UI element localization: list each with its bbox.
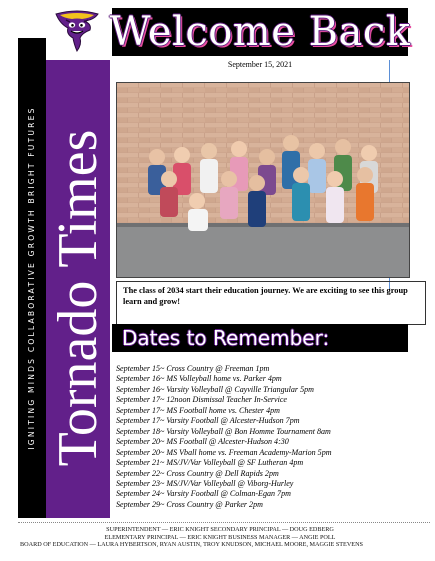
list-item: September 15~ Cross Country @ Freeman 1pm — [116, 364, 270, 373]
issue-date: September 15, 2021 — [227, 60, 293, 69]
list-item: September 21~ MS/JV/Var Volleyball @ SF Lutheran 4pm — [116, 458, 304, 468]
list-item: September 17~ Varsity Football @ Alcester-Hudson 7pm — [116, 416, 300, 426]
list-item: September 22~ Cross Country @ Dell Rapids 2pm — [116, 468, 279, 478]
event-list — [116, 364, 416, 510]
list-item: September 24~ Varsity Football @ Colman-Egan 7pm — [116, 489, 291, 499]
dates-banner — [112, 324, 408, 352]
class-photo — [116, 82, 410, 278]
list-item: September 18~ Varsity Volleyball @ Bon Homme Tournament 8am — [116, 426, 331, 436]
footer-line-principal: ELEMENTARY PRINCIPAL — ERIC KNIGHT BUSINESS MANAGER — ANGIE POLL — [104, 533, 336, 541]
list-item: September 20~ MS Vball home vs. Freeman Academy-Marion 5pm — [116, 447, 332, 457]
welcome-banner — [109, 8, 411, 56]
list-item: September 17~ MS Football home vs. Chester 4pm — [116, 405, 280, 415]
dates-heading: Dates to Remember: — [122, 326, 330, 350]
list-item: September 20~ MS Football @ Alcester-Hudson 4:30 — [116, 437, 289, 447]
list-item: September 16~ Varsity Volleyball @ Cayville Triangular 5pm — [116, 384, 314, 394]
list-item: September 17~ 12noon Dismissal Teacher In-Service — [116, 395, 287, 405]
footer-divider — [18, 522, 430, 523]
footer-line-board: BOARD OF EDUCATION — LAURA HYBERTSON, RYAN AUSTIN, TROY KNUDSON, MICHAEL MOORE, MAGGIE STEVENS — [20, 541, 363, 549]
list-item: September 29~ Cross Country @ Parker 2pm — [116, 499, 263, 509]
welcome-heading: Welcome Back — [109, 9, 411, 55]
newsletter-title: Tornado Times — [47, 129, 109, 467]
footer-line-administration: SUPERINTENDENT — ERIC KNIGHT SECONDARY PRINCIPAL — DOUG EDBERG — [106, 526, 334, 533]
tornado-mascot-icon — [46, 6, 108, 56]
tagline: IGNITING MINDS COLLABORATIVE GROWTH BRIGHT FUTURES — [27, 106, 36, 450]
photo-caption: The class of 2034 start their education journey. We are exciting to see this group learn and grow! — [116, 281, 426, 325]
list-item: September 23~ MS/JV/Var Volleyball @ Viborg-Hurley — [116, 478, 294, 488]
staff-footer — [20, 526, 420, 549]
list-item: September 16~ MS Volleyball home vs. Parker 4pm — [116, 374, 282, 384]
